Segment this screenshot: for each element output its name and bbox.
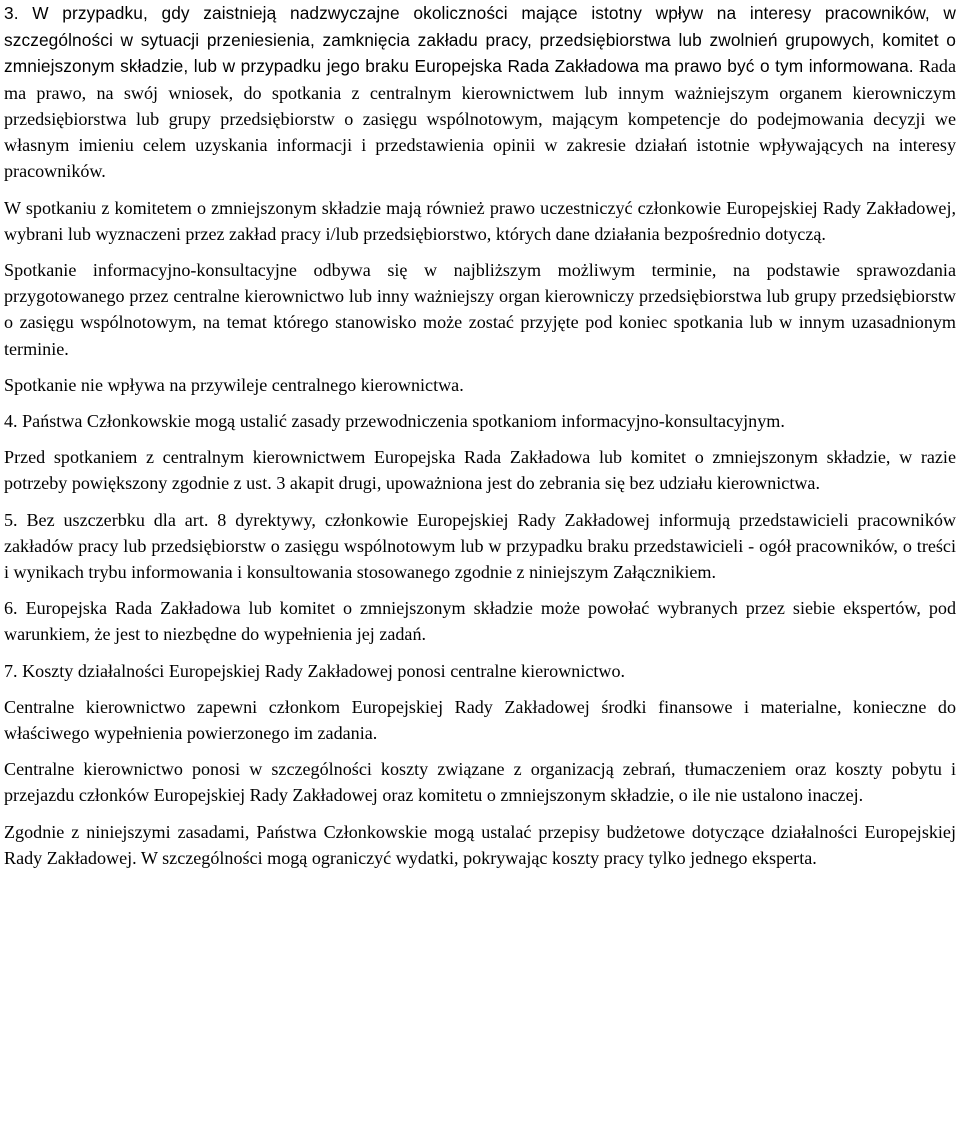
paragraph-budget-rules: Zgodnie z niniejszymi zasadami, Państwa Członkowskie mogą ustalać przepisy budżetowe dotyczące działalności Europejskiej Rady Zakładowej. W szczególności mogą ograniczyć wydatki, pokrywając koszty pracy tylko jednego eksperta. — [4, 821, 956, 868]
paragraph-point-3 — [4, 0, 956, 185]
paragraph-point-6: 6. Europejska Rada Zakładowa lub komitet o zmniejszonym składzie może powołać wybranych przez siebie ekspertów, pod warunkiem, że jest to niezbędne do wypełnienia jej zadań. — [4, 598, 956, 645]
paragraph-point-5: 5. Bez uszczerbku dla art. 8 dyrektywy, członkowie Europejskiej Rady Zakładowej informują przedstawicieli pracowników zakładów pracy lub przedsiębiorstw o zasięgu wspólnotowym lub w przypadku braku przedstawicieli - ogół pracowników, o treści i wynikach trybu informowania i konsultowania stosowanego zgodnie z niniejszym Załącznikiem. — [4, 509, 956, 583]
paragraph-point-3-lead: 3. W przypadku, gdy zaistnieją nadzwyczajne okoliczności mające istotny wpływ na interesy pracowników, w szczególności w sytuacji przeniesienia, zamknięcia zakładu pracy, przedsiębiorstwa lub zwolnień grupowych, komitet o zmniejszonym składzie, lub w przypadku jego braku Europejska Rada Zakładowa ma prawo być o tym informowana. — [4, 3, 956, 77]
paragraph-financial-resources: Centralne kierownictwo zapewni członkom Europejskiej Rady Zakładowej środki finansowe i materialne, konieczne do właściwego wypełnienia powierzonego im zadania. — [4, 696, 956, 744]
paragraph-pre-meeting: Przed spotkaniem z centralnym kierownictwem Europejska Rada Zakładowa lub komitet o zmniejszonym składzie, w razie potrzeby powiększony zgodnie z ust. 3 akapit drugi, upoważniona jest do zebrania się bez udziału kierownictwa. — [4, 447, 956, 494]
paragraph-costs: Centralne kierownictwo ponosi w szczególności koszty związane z organizacją zebrań, tłumaczeniem oraz koszty pobytu i przejazdu członków Europejskiej Rady Zakładowej oraz komitetu o zmniejszonym składzie, o ile nie ustalono inaczej. — [4, 759, 956, 806]
paragraph-meeting-timing: Spotkanie informacyjno-konsultacyjne odbywa się w najbliższym możliwym terminie, na podstawie sprawozdania przygotowanego przez centralne kierownictwo lub inny ważniejszy organ kierowniczy przedsiębiorstwa lub grupy przedsiębiorstw o zasięgu wspólnotowym, na temat którego stanowisko może zostać przyjęte pod koniec spotkania lub w innym uzasadnionym terminie. — [4, 260, 956, 359]
document-page — [4, 0, 956, 871]
paragraph-point-3-rest: Rada ma prawo, na swój wniosek, do spotkania z centralnym kierownictwem lub innym ważniejszym organem kierowniczym przedsiębiorstwa lub grupy przedsiębiorstw o zasięgu wspólnotowym, mającym kompetencje do podejmowania decyzji we własnym imieniu celem uzyskania informacji i przedstawienia opinii w zakresie działań istotnie wpływających na interesy pracowników. — [4, 56, 956, 182]
paragraph-meeting-participants: W spotkaniu z komitetem o zmniejszonym składzie mają również prawo uczestniczyć członkowie Europejskiej Rady Zakładowej, wybrani lub wyznaczeni przez zakład pracy i/lub przedsiębiorstwo, których dane działania bezpośrednio dotyczą. — [4, 197, 956, 244]
paragraph-management-privileges: Spotkanie nie wpływa na przywileje centralnego kierownictwa. — [4, 374, 464, 395]
paragraph-point-4: 4. Państwa Członkowskie mogą ustalić zasady przewodniczenia spotkaniom informacyjno-konsultacyjnym. — [4, 411, 785, 432]
paragraph-point-7: 7. Koszty działalności Europejskiej Rady Zakładowej ponosi centralne kierownictwo. — [4, 660, 626, 681]
